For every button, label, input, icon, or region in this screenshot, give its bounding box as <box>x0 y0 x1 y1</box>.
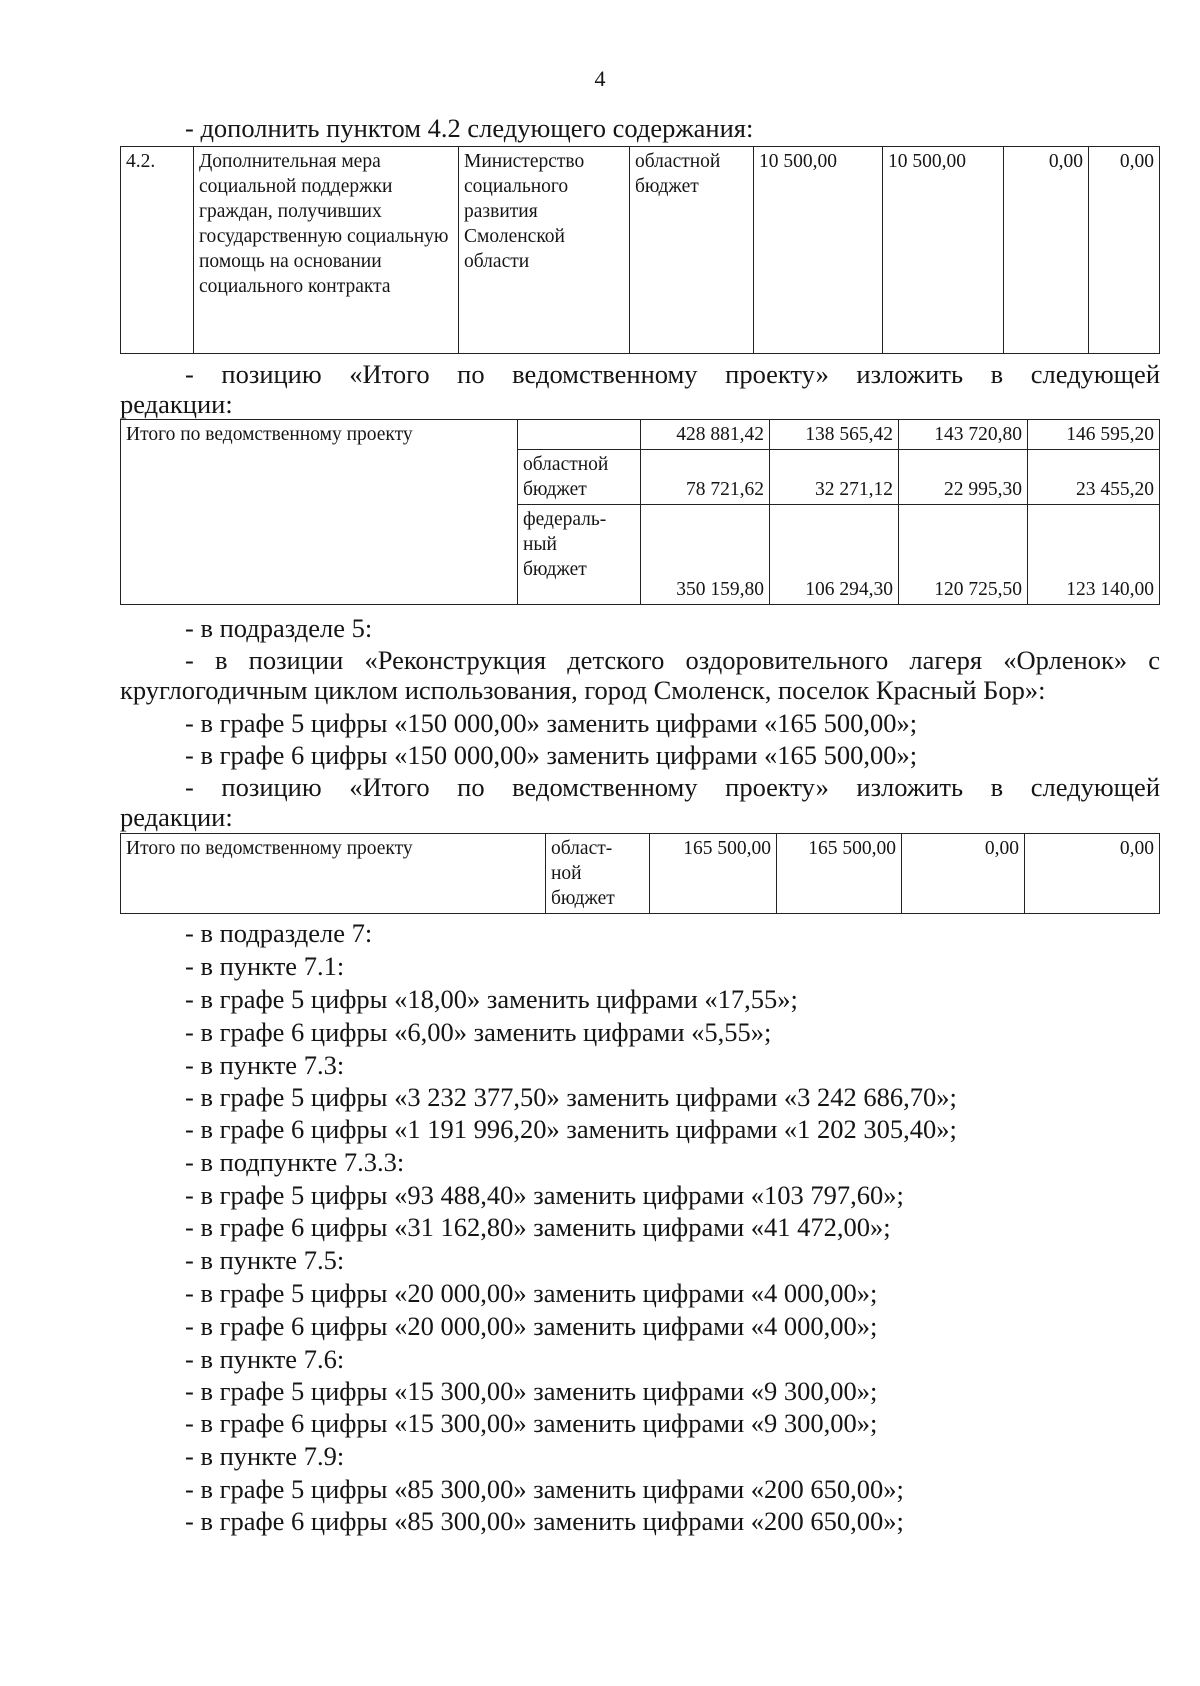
change-line: - в графе 5 цифры «85 300,00» заменить цифрами «200 650,00»; <box>185 1474 904 1504</box>
itogo-value: 350 159,80 <box>641 505 770 605</box>
itogo-value: 23 455,20 <box>1028 450 1160 505</box>
paragraph-itogo-1 <box>120 359 1160 419</box>
table-row <box>121 147 1160 354</box>
paragraph-line: - позицию «Итого по ведомственному проекту» изложить в следующей <box>185 359 1160 389</box>
itogo-source: област-ной бюджет <box>546 834 650 914</box>
itogo-value: 22 995,30 <box>899 450 1028 505</box>
change-line: - в подразделе 7: <box>185 918 373 948</box>
table-itogo-1 <box>120 419 1160 605</box>
paragraph-line: - в позиции «Реконструкция детского оздоровительного лагеря «Орленок» с <box>185 645 1160 675</box>
item-name: Дополнительная мера социальной поддержки граждан, получивших государственную социальную помощь на основании социального контракта <box>194 147 459 354</box>
itogo-value: 165 500,00 <box>777 834 902 914</box>
change-line: - в графе 6 цифры «31 162,80» заменить цифрами «41 472,00»; <box>185 1212 891 1242</box>
itogo-value: 120 725,50 <box>899 505 1028 605</box>
change-line: - в графе 6 цифры «150 000,00» заменить цифрами «165 500,00»; <box>185 740 918 770</box>
change-line: - в пункте 7.5: <box>185 1245 345 1275</box>
itogo-value: 0,00 <box>902 834 1025 914</box>
change-line: - в графе 6 цифры «6,00» заменить цифрами «5,55»; <box>185 1017 772 1047</box>
change-line: - в графе 5 цифры «3 232 377,50» заменить цифрами «3 242 686,70»; <box>185 1082 957 1112</box>
change-line: - в графе 5 цифры «18,00» заменить цифрами «17,55»; <box>185 984 798 1014</box>
change-line: - в графе 5 цифры «150 000,00» заменить цифрами «165 500,00»; <box>185 708 918 738</box>
item-value: 10 500,00 <box>754 147 883 354</box>
itogo-value: 123 140,00 <box>1028 505 1160 605</box>
subsection-5: - в подразделе 5: <box>185 613 373 643</box>
itogo-total: 146 595,20 <box>1028 420 1160 450</box>
page-number: 4 <box>594 66 606 91</box>
item-source: областной бюджет <box>630 147 754 354</box>
itogo-total: 138 565,42 <box>770 420 899 450</box>
item-value: 0,00 <box>1089 147 1160 354</box>
change-line: - в графе 5 цифры «15 300,00» заменить цифрами «9 300,00»; <box>185 1376 878 1406</box>
item-executor: Министерство социального развития Смоленской области <box>459 147 630 354</box>
itogo-source-empty <box>518 420 641 450</box>
table-row <box>121 834 1160 914</box>
change-line: - в пункте 7.3: <box>185 1050 345 1080</box>
item-value: 0,00 <box>1004 147 1089 354</box>
paragraph-line: редакции: <box>120 389 233 419</box>
change-line: - в подпункте 7.3.3: <box>185 1147 405 1177</box>
itogo-value: 32 271,12 <box>770 450 899 505</box>
itogo-value: 78 721,62 <box>641 450 770 505</box>
paragraph-reconstruction <box>120 645 1160 705</box>
intro-line: - дополнить пунктом 4.2 следующего содержания: <box>185 113 754 143</box>
change-line: - в графе 6 цифры «85 300,00» заменить цифрами «200 650,00»; <box>185 1506 904 1536</box>
itogo-value: 106 294,30 <box>770 505 899 605</box>
table-item-4-2 <box>120 146 1160 354</box>
itogo-total: 143 720,80 <box>899 420 1028 450</box>
table-row <box>121 420 1160 450</box>
change-line: - в пункте 7.1: <box>185 951 345 981</box>
change-line: - в пункте 7.6: <box>185 1344 345 1374</box>
itogo-source: федераль-ный бюджет <box>518 505 641 605</box>
itogo-label: Итого по ведомственному проекту <box>121 420 518 605</box>
change-line: - в графе 5 цифры «93 488,40» заменить цифрами «103 797,60»; <box>185 1180 904 1210</box>
paragraph-itogo-2 <box>120 772 1160 832</box>
item-value: 10 500,00 <box>883 147 1004 354</box>
itogo-total: 428 881,42 <box>641 420 770 450</box>
itogo-label: Итого по ведомственному проекту <box>121 834 546 914</box>
change-line: - в графе 6 цифры «15 300,00» заменить цифрами «9 300,00»; <box>185 1408 878 1438</box>
item-number: 4.2. <box>121 147 194 354</box>
change-line: - в пункте 7.9: <box>185 1441 345 1471</box>
paragraph-line: круглогодичным циклом использования, город Смоленск, поселок Красный Бор»: <box>120 675 1046 705</box>
itogo-value: 0,00 <box>1025 834 1160 914</box>
itogo-source: областной бюджет <box>518 450 641 505</box>
change-line: - в графе 6 цифры «20 000,00» заменить цифрами «4 000,00»; <box>185 1311 878 1341</box>
itogo-value: 165 500,00 <box>650 834 777 914</box>
change-line: - в графе 6 цифры «1 191 996,20» заменить цифрами «1 202 305,40»; <box>185 1114 957 1144</box>
table-itogo-2 <box>120 833 1160 914</box>
change-line: - в графе 5 цифры «20 000,00» заменить цифрами «4 000,00»; <box>185 1278 878 1308</box>
paragraph-line: редакции: <box>120 802 233 832</box>
paragraph-line: - позицию «Итого по ведомственному проекту» изложить в следующей <box>185 772 1160 802</box>
